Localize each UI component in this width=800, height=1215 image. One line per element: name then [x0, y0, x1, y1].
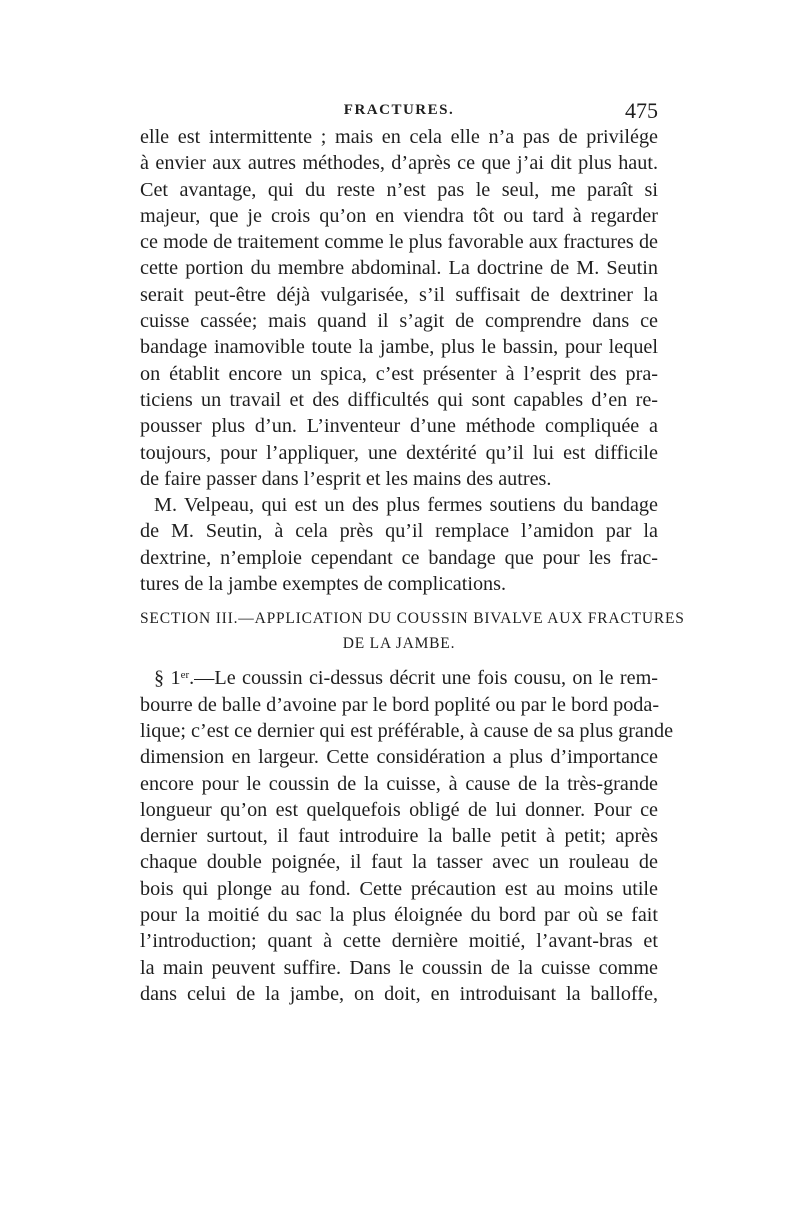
paragraph-2-line-3: dextrine, n’emploie cependant ce bandage que pour les frac-	[140, 546, 658, 569]
paragraph-3-line-2: bourre de balle d’avoine par le bord poplité ou par le bord poda-	[140, 693, 660, 716]
paragraph-3-line-1-text: .—Le coussin ci-dessus décrit une fois cousu, on le rem-	[189, 667, 659, 690]
paragraph-1-line-12: pousser plus d’un. L’inventeur d’une méthode compliquée a	[140, 415, 658, 438]
paragraph-2	[140, 492, 658, 597]
paragraph-1-line-8: cuisse cassée; mais quand il s’agit de comprendre dans ce	[140, 310, 658, 333]
paragraph-1-line-2: à envier aux autres méthodes, d’après ce que j’ai dit plus haut.	[140, 152, 658, 175]
paragraph-3-line-7: dernier surtout, il faut introduire la balle petit à petit; après	[140, 825, 658, 848]
paragraph-3-line-4: dimension en largeur. Cette considération a plus d’importance	[140, 746, 658, 769]
paragraph-3-line-9: bois qui plonge au fond. Cette précaution est au moins utile	[140, 877, 658, 900]
section-heading	[140, 606, 685, 656]
paragraph-1-line-6: cette portion du membre abdominal. La doctrine de M. Seutin	[140, 257, 658, 280]
paragraph-3-line-10: pour la moitié du sac la plus éloignée du bord par où se fait	[140, 904, 658, 927]
paragraph-2-line-1: M. Velpeau, qui est un des plus fermes soutiens du bandage	[154, 494, 658, 517]
paragraph-1	[140, 124, 658, 492]
paragraph-3-line-8: chaque double poignée, il faut la tasser avec un rouleau de	[140, 851, 658, 874]
paragraph-3-line-12: la main peuvent suffire. Dans le coussin de la cuisse comme	[140, 956, 658, 979]
paragraph-1-line-3: Cet avantage, qui du reste n’est pas le seul, me paraît si	[140, 178, 658, 201]
paragraph-3-line-11: l’introduction; quant à cette dernière moitié, l’avant-bras et	[140, 930, 658, 953]
paragraph-1-line-5: ce mode de traitement comme le plus favorable aux fractures de	[140, 231, 658, 254]
paragraph-3-line-3: lique; c’est ce dernier qui est préférable, à cause de sa plus grande	[140, 719, 674, 742]
section-mark: § 1	[154, 667, 181, 690]
paragraph-3	[140, 665, 674, 1007]
paragraph-2-line-4: tures de la jambe exemptes de complications.	[140, 573, 507, 596]
paragraph-1-line-10: on établit encore un spica, c’est présenter à l’esprit des pra-	[140, 362, 658, 385]
paragraph-3-line-1	[140, 665, 658, 691]
paragraph-3-line-6: longueur qu’on est quelquefois obligé de lui donner. Pour ce	[140, 798, 658, 821]
running-title: FRACTURES.	[343, 102, 455, 118]
paragraph-1-line-13: toujours, pour l’appliquer, une dextérité qu’il lui est difficile	[140, 441, 658, 464]
paragraph-1-line-4: majeur, que je crois qu’on en viendra tôt ou tard à regarder	[140, 204, 658, 227]
paragraph-1-line-14: de faire passer dans l’esprit et les mains des autres.	[140, 467, 552, 490]
section-heading-line-1: SECTION III.—APPLICATION DU COUSSIN BIVALVE AUX FRACTURES	[140, 610, 685, 628]
paragraph-1-line-7: serait peut-être déjà vulgarisée, s’il suffisait de dextriner la	[140, 283, 658, 306]
page-number: 475	[625, 98, 658, 123]
paragraph-1-line-1: elle est intermittente ; mais en cela elle n’a pas de privilége	[140, 126, 658, 148]
section-superscript: er	[180, 669, 190, 682]
paragraph-2-line-2: de M. Seutin, à cela près qu’il remplace l’amidon par la	[140, 520, 658, 543]
paragraph-3-line-5: encore pour le coussin de la cuisse, à cause de la très-grande	[140, 772, 658, 795]
paragraph-3-line-13: dans celui de la jambe, on doit, en introduisant la balloffe,	[140, 982, 658, 1005]
paragraph-1-line-9: bandage inamovible toute la jambe, plus le bassin, pour lequel	[140, 336, 658, 359]
body-text	[140, 124, 685, 1007]
section-heading-line-2: DE LA JAMBE.	[342, 635, 456, 653]
paragraph-1-line-11: ticiens un travail et des difficultés qui sont capables d’en re-	[140, 388, 658, 411]
